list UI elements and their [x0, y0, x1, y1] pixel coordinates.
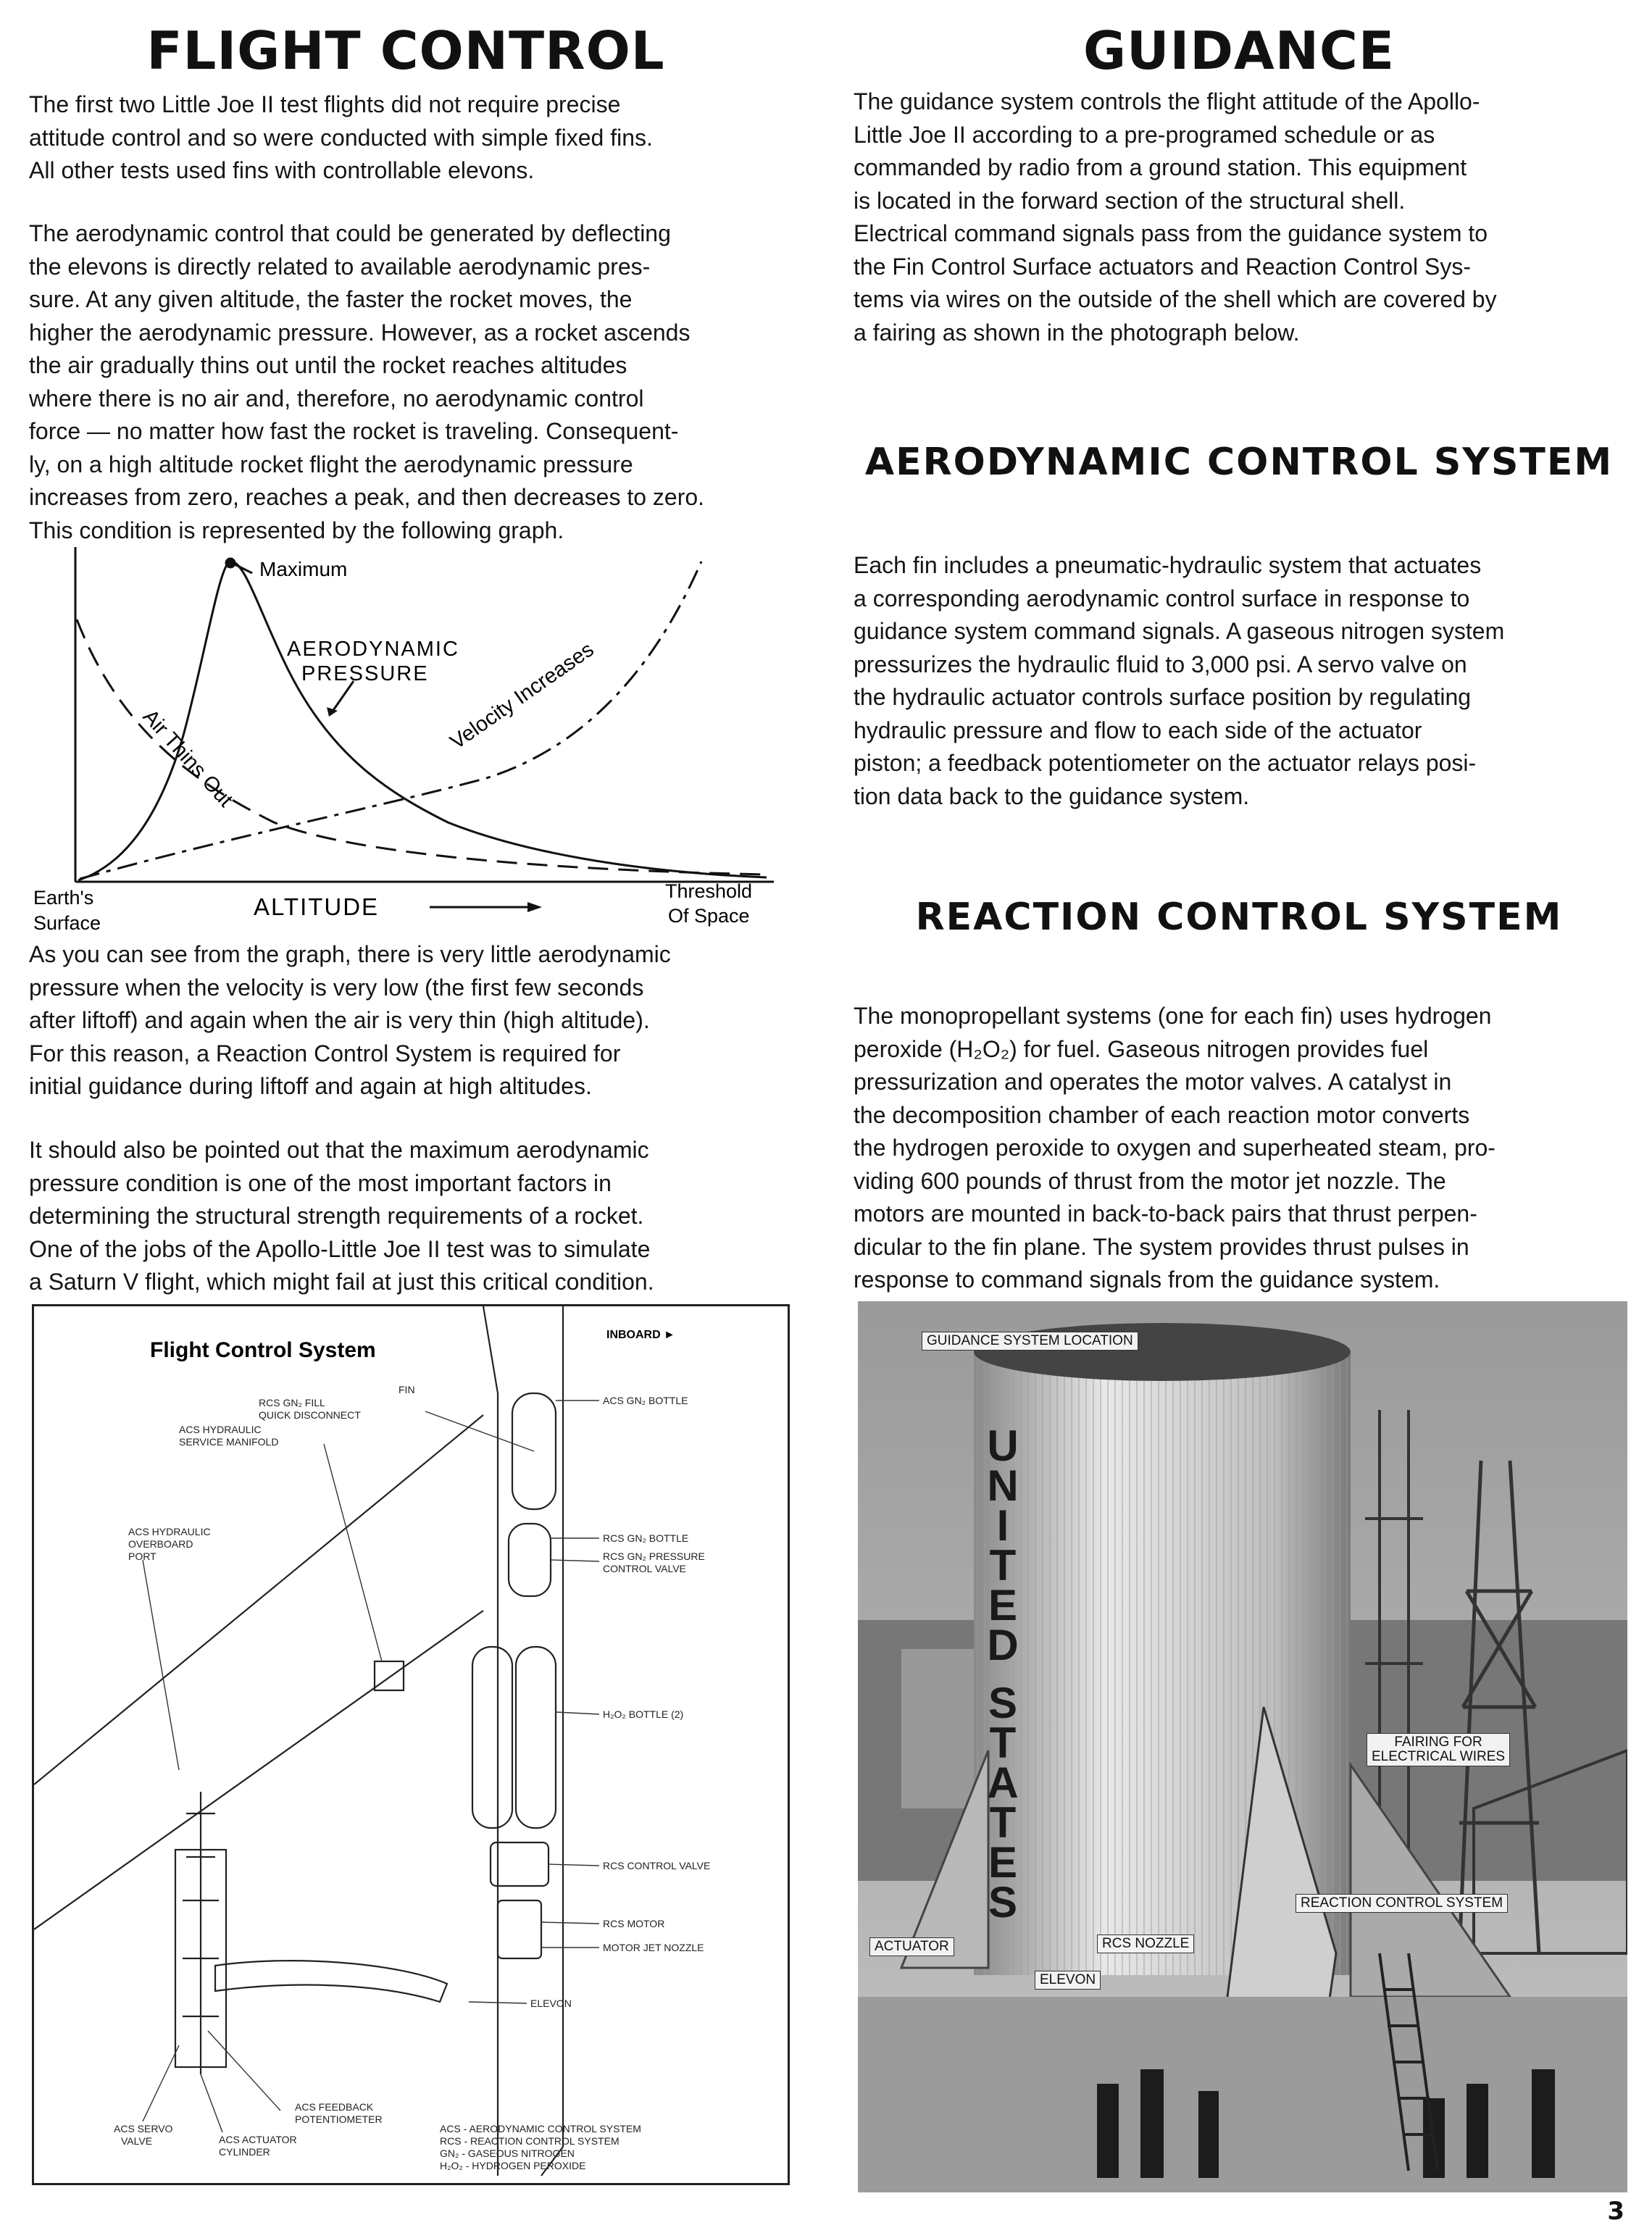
fcs-label-acs-gn2-bottle: ACS GN₂ BOTTLE — [603, 1395, 688, 1406]
text-line: response to command signals from the guidance system. — [854, 1266, 1440, 1293]
reaction-control-system-paragraph — [854, 1000, 1622, 1297]
graph-explanation-paragraph — [29, 938, 786, 1103]
fcs-label-rcs-pressure-2: CONTROL VALVE — [603, 1563, 686, 1574]
flight-control-system-diagram — [32, 1304, 790, 2185]
altitude-arrow-head — [527, 902, 542, 912]
text-line: the air gradually thins out until the rocket reaches altitudes — [29, 352, 627, 378]
rcs-motor-shape — [498, 1900, 541, 1958]
callout-elevon: ELEVON — [1035, 1971, 1101, 1990]
callout-fairing-line2: ELECTRICAL WIRES — [1372, 1748, 1506, 1764]
text-line: It should also be pointed out that the maximum aerodynamic — [29, 1137, 649, 1163]
fcs-label-rcs-fill-2: QUICK DISCONNECT — [259, 1409, 361, 1421]
fcs-label-rcs-fill-1: RCS GN₂ FILL — [259, 1397, 325, 1408]
photo-letter-e1: E — [988, 1581, 1018, 1629]
leader-servo — [143, 2045, 179, 2121]
text-line: Each fin includes a pneumatic-hydraulic system that actuates — [854, 552, 1482, 578]
flight-control-intro — [29, 88, 786, 188]
text-line: The monopropellant systems (one for each fin) uses hydrogen — [854, 1003, 1492, 1029]
leader-actuator — [201, 2074, 222, 2132]
fcs-label-elevon: ELEVON — [530, 1998, 572, 2009]
text-line: pressurization and operates the motor valves. A catalyst in — [854, 1069, 1452, 1095]
text-line: sure. At any given altitude, the faster the rocket moves, the — [29, 286, 633, 312]
fcs-label-overboard-3: PORT — [128, 1550, 157, 1562]
flight-control-title: FLIGHT CONTROL — [146, 20, 665, 81]
h2o2-bottle-left — [472, 1647, 512, 1828]
photo-letter-d: D — [987, 1621, 1019, 1669]
graph-velocity-label: Velocity Increases — [446, 638, 598, 754]
text-line: commanded by radio from a ground station. This equipment — [854, 154, 1467, 180]
aerodynamic-control-system-paragraph — [854, 549, 1622, 813]
text-line: Little Joe II according to a pre-programed schedule or as — [854, 121, 1435, 148]
fcs-legend-1: ACS - AERODYNAMIC CONTROL SYSTEM — [440, 2123, 641, 2134]
h2o2-bottle-right — [516, 1647, 556, 1828]
callout-fairing — [1367, 1733, 1510, 1766]
photo-letter-a: A — [987, 1758, 1019, 1807]
fcs-label-feedback-1: ACS FEEDBACK — [295, 2101, 374, 2113]
graph-maximum-label: Maximum — [259, 558, 348, 580]
fcs-label-actuator-2: CYLINDER — [219, 2146, 270, 2158]
text-line: tion data back to the guidance system. — [854, 782, 1250, 809]
fcs-label-rcs-control-valve: RCS CONTROL VALVE — [603, 1860, 711, 1871]
text-line: force — no matter how fast the rocket is traveling. Consequent- — [29, 418, 679, 444]
fcs-label-fin: FIN — [399, 1384, 415, 1395]
photo-letter-t1: T — [989, 1541, 1017, 1590]
photo-letter-u: U — [987, 1422, 1019, 1470]
fcs-label-servo-2: VALVE — [121, 2135, 153, 2147]
text-line: a fairing as shown in the photograph below. — [854, 319, 1300, 346]
text-line: the elevons is directly related to available aerodynamic pres- — [29, 253, 651, 280]
leader-overboard — [143, 1560, 179, 1770]
text-line: guidance system command signals. A gaseous nitrogen system — [854, 618, 1505, 644]
text-line: As you can see from the graph, there is very little aerodynamic — [29, 941, 671, 967]
text-line: determining the structural strength requirements of a rocket. — [29, 1203, 644, 1229]
text-line: tems via wires on the outside of the shell which are covered by — [854, 286, 1497, 312]
text-line: the decomposition chamber of each reaction motor converts — [854, 1101, 1470, 1128]
photo-ground — [858, 1997, 1627, 2192]
guidance-title: GUIDANCE — [1082, 20, 1396, 81]
fcs-title: Flight Control System — [150, 1338, 376, 1362]
leader-rcs-motor — [541, 1922, 599, 1924]
fcs-label-rcs-gn2-bottle: RCS GN₂ BOTTLE — [603, 1532, 689, 1544]
text-line: is located in the forward section of the structural shell. — [854, 187, 1406, 214]
fcs-label-manifold-2: SERVICE MANIFOLD — [179, 1436, 279, 1448]
callout-guidance-location: GUIDANCE SYSTEM LOCATION — [922, 1332, 1138, 1351]
photo-letter-s1: S — [988, 1679, 1018, 1727]
rcs-valve-shape — [491, 1842, 548, 1886]
guidance-paragraph — [854, 85, 1622, 349]
text-line: initial guidance during liftoff and again at high altitudes. — [29, 1073, 592, 1099]
text-line: piston; a feedback potentiometer on the actuator relays posi- — [854, 750, 1477, 776]
callout-reaction-control: REACTION CONTROL SYSTEM — [1296, 1894, 1508, 1913]
graph-air-label: Air Thins Out — [138, 705, 238, 812]
maximum-point — [226, 559, 235, 567]
text-line: a corresponding aerodynamic control surface in response to — [854, 585, 1470, 612]
photo-letter-e2: E — [988, 1838, 1018, 1887]
aerodynamic-pressure-curve — [78, 562, 767, 880]
max-pressure-paragraph — [29, 1134, 786, 1299]
aerodynamic-pressure-graph — [13, 547, 796, 953]
fcs-label-motor-jet-nozzle: MOTOR JET NOZZLE — [603, 1942, 704, 1953]
graph-x-right-label-2: Of Space — [668, 905, 750, 927]
text-line: ly, on a high altitude rocket flight the aerodynamic pressure — [29, 451, 633, 477]
text-line: The guidance system controls the flight attitude of the Apollo- — [854, 88, 1480, 114]
text-line: viding 600 pounds of thrust from the motor jet nozzle. The — [854, 1167, 1446, 1194]
fcs-label-rcs-pressure-1: RCS GN₂ PRESSURE — [603, 1550, 705, 1562]
fcs-label-h2o2-bottle: H₂O₂ BOTTLE (2) — [603, 1708, 684, 1720]
manifold-box — [375, 1661, 404, 1690]
graph-x-axis-label: ALTITUDE — [254, 893, 380, 920]
rcs-bottle-shape — [509, 1524, 551, 1596]
text-line: after liftoff) and again when the air is very thin (high altitude). — [29, 1007, 650, 1033]
little-joe-ii-photo — [858, 1301, 1627, 2192]
leader-elevon — [469, 2002, 527, 2003]
aero-arrow-head — [327, 707, 338, 717]
text-line: All other tests used fins with controllable elevons. — [29, 157, 535, 183]
fcs-label-overboard-1: ACS HYDRAULIC — [128, 1526, 211, 1537]
leader-rcs-valve — [548, 1864, 599, 1866]
aerodynamic-control-paragraph — [29, 217, 786, 547]
text-line: hydraulic pressure and flow to each side of the actuator — [854, 717, 1422, 743]
text-line: attitude control and so were conducted with simple fixed fins. — [29, 124, 653, 151]
text-line: For this reason, a Reaction Control System is required for — [29, 1040, 621, 1067]
velocity-curve — [80, 562, 701, 879]
graph-aero-label-line2: PRESSURE — [301, 662, 429, 685]
photo-letter-i: I — [996, 1501, 1009, 1550]
text-line: The first two Little Joe II test flights did not require precise — [29, 91, 621, 117]
photo-letter-s2: S — [988, 1878, 1018, 1927]
text-line: peroxide (H₂O₂) for fuel. Gaseous nitrogen provides fuel — [854, 1035, 1429, 1062]
fcs-legend-3: GN₂ - GASEOUS NITROGEN — [440, 2148, 575, 2159]
fcs-drawing — [34, 1306, 788, 2183]
graph-x-left-label-2: Surface — [33, 912, 101, 934]
photo-letter-n: N — [987, 1461, 1019, 1510]
text-line: The aerodynamic control that could be generated by deflecting — [29, 220, 671, 246]
aerodynamic-control-system-title: AERODYNAMIC CONTROL SYSTEM — [864, 441, 1614, 484]
graph-x-right-label-1: Threshold — [665, 880, 753, 902]
fcs-label-manifold-1: ACS HYDRAULIC — [179, 1424, 262, 1435]
text-line: pressure condition is one of the most important factors in — [29, 1169, 612, 1196]
text-line: Electrical command signals pass from the guidance system to — [854, 220, 1488, 246]
leader-manifold — [324, 1444, 382, 1661]
photo-letter-t2: T — [989, 1719, 1017, 1767]
text-line: One of the jobs of the Apollo-Little Joe II test was to simulate — [29, 1235, 651, 1262]
fin-leading-edge — [34, 1415, 483, 1929]
text-line: higher the aerodynamic pressure. However, as a rocket ascends — [29, 319, 691, 346]
aero-label-pointer — [332, 681, 354, 712]
fcs-label-feedback-2: POTENTIOMETER — [295, 2113, 383, 2125]
fcs-label-overboard-2: OVERBOARD — [128, 1538, 193, 1550]
photo-drawing — [858, 1301, 1627, 2192]
text-line: pressurizes the hydraulic fluid to 3,000 psi. A servo valve on — [854, 651, 1467, 677]
callout-fairing-line1: FAIRING FOR — [1394, 1735, 1482, 1750]
actuator-detail — [183, 1792, 219, 2074]
fcs-legend-2: RCS - REACTION CONTROL SYSTEM — [440, 2135, 620, 2147]
callout-actuator: ACTUATOR — [869, 1937, 954, 1956]
graph-x-left-label-1: Earth's — [33, 887, 94, 909]
callout-rcs-nozzle: RCS NOZZLE — [1097, 1934, 1194, 1953]
page-number: 3 — [1607, 2197, 1624, 2226]
fcs-legend-4: H₂O₂ - HYDROGEN PEROXIDE — [440, 2160, 586, 2171]
text-line: the hydrogen peroxide to oxygen and superheated steam, pro- — [854, 1135, 1495, 1161]
text-line: increases from zero, reaches a peak, and then decreases to zero. — [29, 484, 705, 510]
fcs-label-servo-1: ACS SERVO — [114, 2123, 173, 2134]
elevon-outline — [215, 1961, 447, 2002]
text-line: dicular to the fin plane. The system provides thrust pulses in — [854, 1233, 1469, 1260]
reaction-control-system-title: REACTION CONTROL SYSTEM — [915, 896, 1563, 939]
text-line: motors are mounted in back-to-back pairs that thrust perpen- — [854, 1201, 1477, 1227]
fcs-label-rcs-motor: RCS MOTOR — [603, 1918, 665, 1929]
text-line: pressure when the velocity is very low (the first few seconds — [29, 974, 644, 1001]
photo-letter-t3: T — [989, 1798, 1017, 1847]
fcs-label-actuator-1: ACS ACTUATOR — [219, 2134, 297, 2145]
fcs-inboard-label: INBOARD ► — [606, 1329, 675, 1341]
graph-aero-label-line1: AERODYNAMIC — [287, 638, 459, 661]
text-line: a Saturn V flight, which might fail at just this critical condition. — [29, 1269, 654, 1295]
leader-pressure — [551, 1560, 599, 1561]
leader-feedback — [208, 2031, 280, 2111]
text-line: This condition is represented by the following graph. — [29, 517, 564, 543]
text-line: the hydraulic actuator controls surface position by regulating — [854, 684, 1472, 710]
text-line: the Fin Control Surface actuators and Reaction Control Sys- — [854, 253, 1471, 280]
text-line: where there is no air and, therefore, no aerodynamic control — [29, 385, 644, 412]
